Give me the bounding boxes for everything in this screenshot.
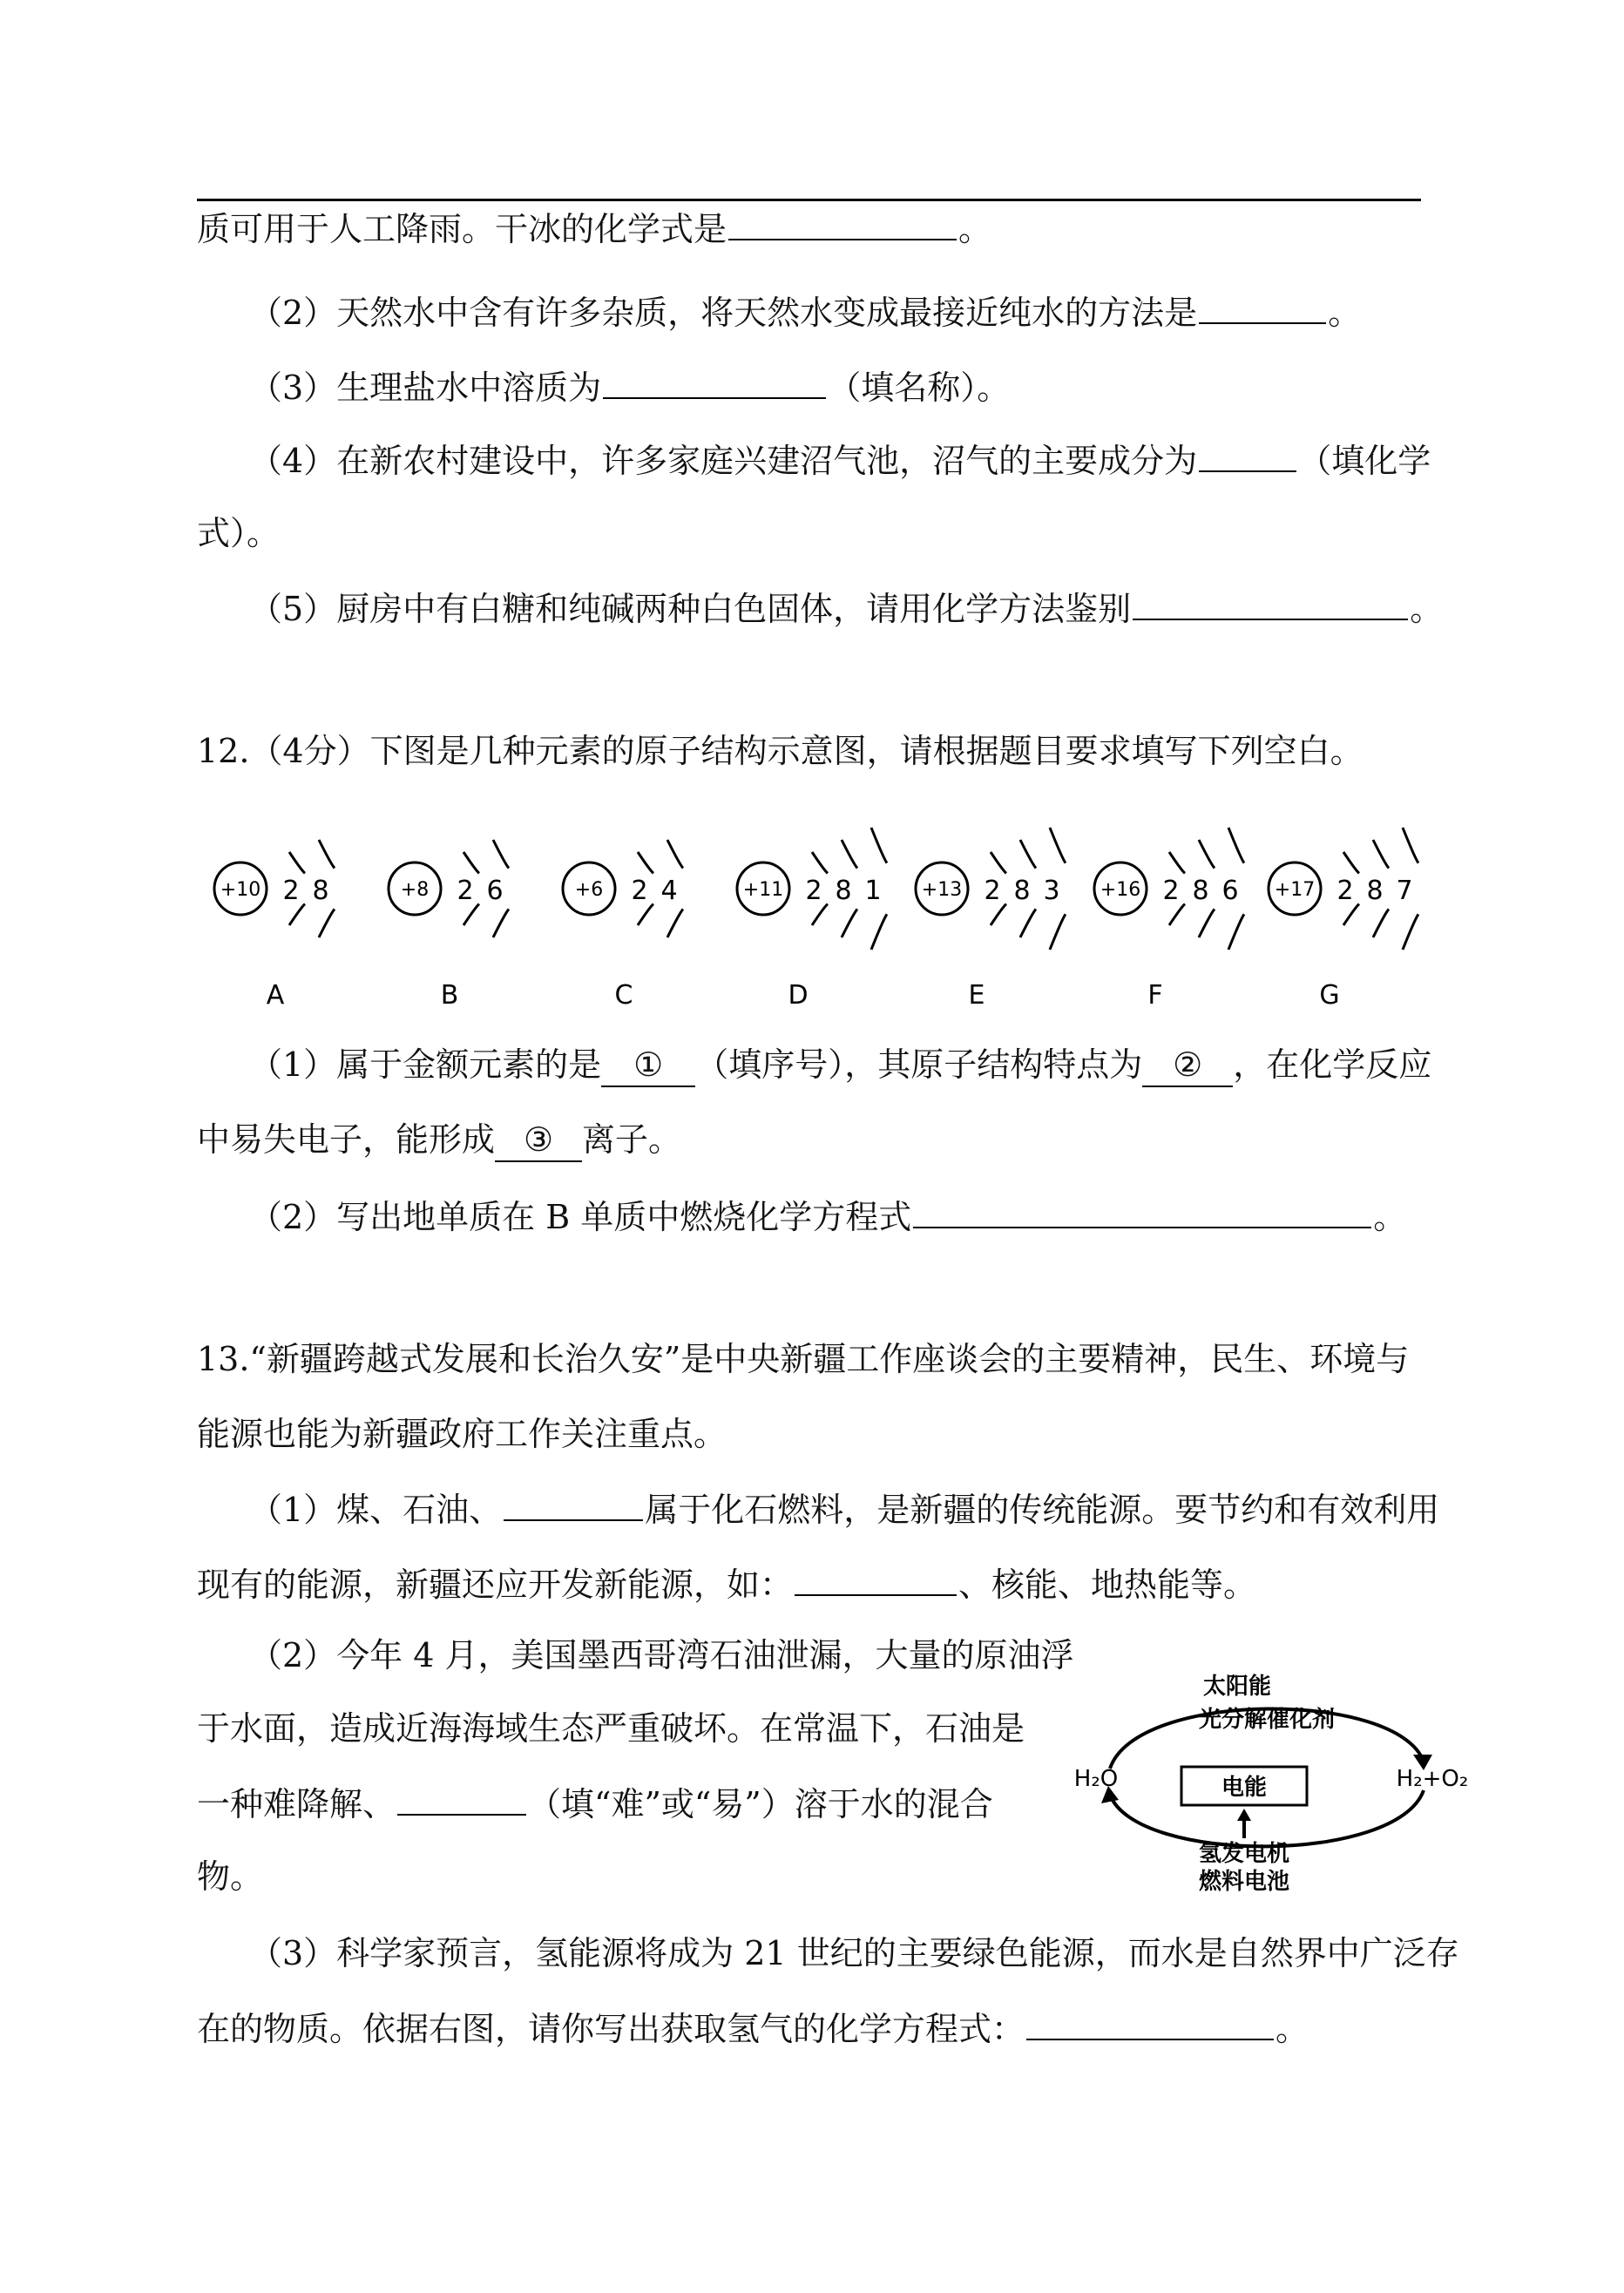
shell-electron-count: 2 [805, 876, 822, 906]
atom-F [1094, 828, 1244, 1011]
shell-arc-bottom [638, 904, 653, 925]
nucleus-charge: +11 [742, 879, 784, 901]
nucleus-charge: +6 [574, 879, 604, 901]
atom-C [563, 840, 683, 1011]
shell-arc-top [1228, 828, 1244, 863]
atom-B [389, 840, 509, 1011]
shell-electron-count: 8 [835, 876, 852, 906]
shell-arc-top [812, 852, 828, 873]
shell-arc-top [1050, 828, 1066, 863]
answer-blank-purify[interactable] [1199, 289, 1326, 324]
shell-electron-count: 2 [631, 876, 648, 906]
shell-arc-top [1020, 840, 1036, 868]
atom-label: G [1319, 980, 1340, 1011]
shell-arc-top [667, 840, 683, 868]
atom-label: A [266, 980, 285, 1011]
water-label: H₂O [1073, 1766, 1119, 1792]
shell-arc-top [1373, 840, 1389, 868]
shell-arc-top [1343, 852, 1359, 873]
nucleus-charge: +10 [220, 879, 261, 901]
shell-arc-top [1403, 828, 1418, 863]
q13-part2-line4: 物。 [197, 1857, 264, 1896]
atom-label: B [440, 980, 459, 1011]
shell-arc-bottom [1199, 910, 1215, 937]
q11-part3: （3）生理盐水中溶质为 （填名称）。 [249, 364, 1010, 409]
q13-part3-line1: （3）科学家预言，氢能源将成为 21 世纪的主要绿色能源，而水是自然界中广泛存 [249, 1934, 1459, 1972]
shell-arc-bottom [1228, 914, 1244, 950]
shell-arc-top [464, 852, 479, 873]
shell-arc-top [1199, 840, 1215, 868]
shell-arc-bottom [464, 904, 479, 925]
nucleus-charge: +16 [1100, 879, 1141, 901]
shell-arc-bottom [812, 904, 828, 925]
shell-electron-count: 2 [457, 876, 474, 906]
shell-arc-top [871, 828, 887, 863]
nucleus-charge: +17 [1274, 879, 1316, 901]
answer-blank-equation[interactable] [913, 1194, 1371, 1228]
q11-line-continued: 质可用于人工降雨。干冰的化学式是 。 [197, 206, 991, 250]
shell-arc-bottom [871, 914, 887, 950]
q13-heading-line1: 13.“新疆跨越式发展和长治久安”是中央新疆工作座谈会的主要精神，民生、环境与 [197, 1340, 1410, 1378]
shell-arc-bottom [1169, 904, 1185, 925]
atom-label: E [968, 980, 985, 1011]
answer-blank-3[interactable]: ③ [495, 1119, 582, 1162]
shell-electron-count: 8 [1366, 876, 1384, 906]
shell-arc-bottom [1020, 910, 1036, 937]
q13-heading-line2: 能源也能为新疆政府工作关注重点。 [197, 1415, 727, 1453]
nucleus-charge: +8 [400, 879, 430, 901]
shell-arc-top [991, 852, 1006, 873]
shell-electron-count: 7 [1396, 876, 1413, 906]
q12-part1-line2: 中易失电子，能形成 ③ 离子。 [197, 1119, 681, 1162]
q13-part3-line2: 在的物质。依据右图，请你写出获取氢气的化学方程式： 。 [197, 2006, 1309, 2050]
shell-arc-bottom [1403, 914, 1418, 950]
shell-electron-count: 6 [1221, 876, 1239, 906]
shell-arc-top [638, 852, 653, 873]
shell-arc-top [842, 840, 857, 868]
answer-blank-2[interactable]: ② [1142, 1044, 1233, 1087]
nucleus-charge: +13 [921, 879, 963, 901]
answer-blank-identify[interactable] [1133, 585, 1408, 620]
answer-blank-solubility[interactable] [397, 1781, 526, 1816]
shell-arc-bottom [493, 910, 509, 937]
atom-G [1269, 828, 1418, 1011]
shell-electron-count: 8 [1013, 876, 1031, 906]
q13-part1-line2: 现有的能源，新疆还应开发新能源，如： 、核能、地热能等。 [197, 1561, 1256, 1606]
q11-part5: （5）厨房中有白糖和纯碱两种白色固体，请用化学方法鉴别 。 [249, 585, 1443, 630]
shell-arc-bottom [1373, 910, 1389, 937]
answer-blank-fossil-fuel[interactable] [504, 1486, 643, 1521]
atomic-structure-diagrams [197, 819, 1434, 1019]
q13-part2-line1: （2）今年 4 月，美国墨西哥湾石油泄漏，大量的原油浮 [249, 1636, 1074, 1674]
shell-electron-count: 4 [660, 876, 678, 906]
shell-electron-count: 2 [1162, 876, 1180, 906]
shell-arc-bottom [289, 904, 305, 925]
hydrogen-cycle-diagram [1066, 1664, 1469, 1895]
hydrogen-generator-label: 氢发电机 [1198, 1841, 1290, 1867]
shell-electron-count: 8 [312, 876, 329, 906]
answer-blank-hydrogen-eq[interactable] [1026, 2006, 1274, 2040]
answer-blank-biogas[interactable] [1199, 437, 1296, 472]
q13-part2-line3: 一种难降解、 （填“难”或“易”）溶于水的混合 [197, 1781, 993, 1825]
q13-part1-line1: （1）煤、石油、 属于化石燃料，是新疆的传统能源。要节约和有效利用 [249, 1486, 1439, 1531]
q11-part2: （2）天然水中含有许多杂质，将天然水变成最接近纯水的方法是 。 [249, 289, 1361, 334]
q11-part4-cont: 式）。 [197, 514, 281, 552]
answer-blank-1[interactable]: ① [601, 1044, 695, 1087]
fuel-cell-label: 燃料电池 [1198, 1869, 1290, 1895]
shell-arc-top [289, 852, 305, 873]
shell-electron-count: 8 [1192, 876, 1209, 906]
atom-D [737, 828, 887, 1011]
up-arrow-head [1237, 1809, 1251, 1821]
shell-arc-bottom [1050, 914, 1066, 950]
q12-heading: 12.（4分）下图是几种元素的原子结构示意图，请根据题目要求填写下列空白。 [197, 732, 1363, 770]
shell-arc-top [493, 840, 509, 868]
shell-electron-count: 2 [984, 876, 1001, 906]
q12-part1-line1: （1）属于金额元素的是 ① （填序号），其原子结构特点为 ② ，在化学反应 [249, 1044, 1431, 1087]
q12-part2: （2）写出地单质在 B 单质中燃烧化学方程式 。 [249, 1194, 1406, 1238]
answer-blank-solute[interactable] [603, 364, 826, 399]
shell-arc-bottom [991, 904, 1006, 925]
products-label: H₂+O₂ [1396, 1766, 1469, 1792]
shell-arc-top [1169, 852, 1185, 873]
q11-part4: （4）在新农村建设中，许多家庭兴建沼气池，沼气的主要成分为 （填化学 [249, 437, 1431, 482]
atom-label: F [1147, 980, 1163, 1011]
answer-blank-new-energy[interactable] [795, 1561, 957, 1596]
shell-arc-top [319, 840, 335, 868]
answer-blank-dry-ice[interactable] [728, 206, 957, 240]
q13-part2-line2: 于水面，造成近海海域生态严重破坏。在常温下，石油是 [197, 1709, 1025, 1748]
shell-arc-bottom [1343, 904, 1359, 925]
shell-electron-count: 2 [282, 876, 300, 906]
atom-label: D [788, 980, 809, 1011]
atom-A [214, 840, 335, 1011]
catalyst-label: 光分解催化剂 [1198, 1707, 1336, 1733]
solar-energy-label: 太阳能 [1202, 1674, 1272, 1700]
shell-arc-bottom [842, 910, 857, 937]
shell-arc-bottom [667, 910, 683, 937]
shell-electron-count: 2 [1336, 876, 1354, 906]
header-rule [197, 199, 1421, 201]
atom-E [916, 828, 1066, 1011]
shell-electron-count: 3 [1043, 876, 1060, 906]
shell-arc-bottom [319, 910, 335, 937]
atom-label: C [614, 980, 633, 1011]
electric-energy-label: 电能 [1221, 1775, 1268, 1801]
shell-electron-count: 1 [864, 876, 882, 906]
shell-electron-count: 6 [486, 876, 504, 906]
